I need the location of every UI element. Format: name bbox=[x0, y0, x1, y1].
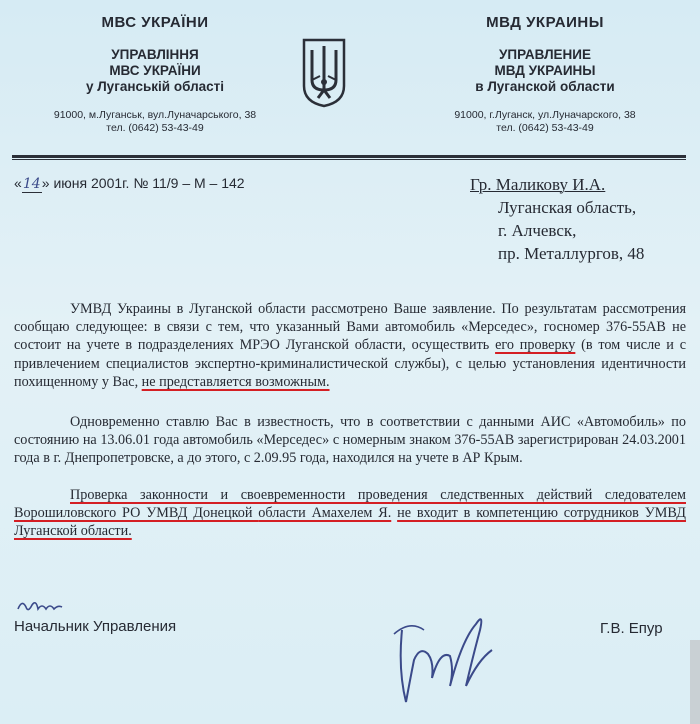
underlined-phrase: не представляется возможным. bbox=[141, 373, 330, 390]
trident-emblem-icon bbox=[300, 36, 348, 108]
department-ua: УПРАВЛІННЯ МВС УКРАЇНИ у Луганській області bbox=[85, 47, 225, 94]
addressee-region: Луганская область, bbox=[498, 198, 637, 217]
reference-number: «14» июня 2001г. № 11/9 – М – 142 bbox=[14, 175, 245, 192]
reference-day: 14 bbox=[22, 176, 41, 192]
underlined-phrase: области Амахелем Я. bbox=[258, 505, 392, 522]
header-right bbox=[420, 14, 670, 135]
addressee-street: пр. Металлургов, 48 bbox=[498, 244, 645, 263]
handwritten-signature-icon bbox=[380, 590, 500, 710]
ministry-title-ua: МВС УКРАЇНИ bbox=[101, 14, 209, 31]
underlined-phrase: его проверку bbox=[495, 337, 576, 354]
scan-edge bbox=[690, 640, 700, 724]
ministry-title-ru: МВД УКРАИНЫ bbox=[486, 14, 604, 31]
address-ua: 91000, м.Луганськ, вул.Луначарського, 38 тел. (0642) 53-43-49 bbox=[53, 109, 257, 134]
paragraph-3 bbox=[14, 486, 686, 541]
paragraph-1: УМВД Украины в Луганской области рассмотрено Ваше заявление. По результатам рассмотрения сообщаю следующее: в связи с тем, что указанный Вами автомобиль «Мерседес», госномер 376-55АВ не состоит на учете в подразделениях МРЭО Луганской области, осуществить его проверку (в том числе и с привлечением специалистов экспертно-криминалистической службы), с целью установления идентичности похищенному у Вас, не представляется возможным. bbox=[14, 301, 686, 390]
handwritten-initials-icon bbox=[14, 595, 66, 617]
header-divider-thin bbox=[12, 159, 686, 160]
signatory-name: Г.В. Епур bbox=[600, 620, 663, 637]
underlined-phrase: не входит в компетенцию сотрудников УМВД Луганской области. bbox=[14, 505, 686, 540]
address-ru: 91000, г.Луганск, ул.Луначарского, 38 тел. (0642) 53-43-49 bbox=[454, 109, 636, 134]
addressee-name: Гр. Маликову И.А. bbox=[470, 175, 606, 194]
addressee-city: г. Алчевск, bbox=[498, 221, 577, 240]
underlined-phrase: Проверка законности и своевременности проведения следственных действий следователем Ворошиловского РО УМВД Донецкой bbox=[14, 487, 686, 522]
department-ru: УПРАВЛЕНИЕ МВД УКРАИНЫ в Луганской области bbox=[475, 47, 615, 94]
header-divider-thick bbox=[12, 155, 686, 158]
addressee-block bbox=[470, 173, 644, 265]
signatory-position: Начальник Управления bbox=[14, 618, 177, 635]
paragraph-2: Одновременно ставлю Вас в известность, что в соответствии с данными АИС «Автомобиль» по состоянию на 13.06.01 года автомобиль «Мерседес» с номерным знаком 376-55АВ зарегистрирован 24.03.2001 года в г. Днепропетровске, а до этого, с 2.09.95 года, находился на учете в АР Крым. bbox=[14, 414, 686, 467]
header-left bbox=[30, 14, 280, 135]
